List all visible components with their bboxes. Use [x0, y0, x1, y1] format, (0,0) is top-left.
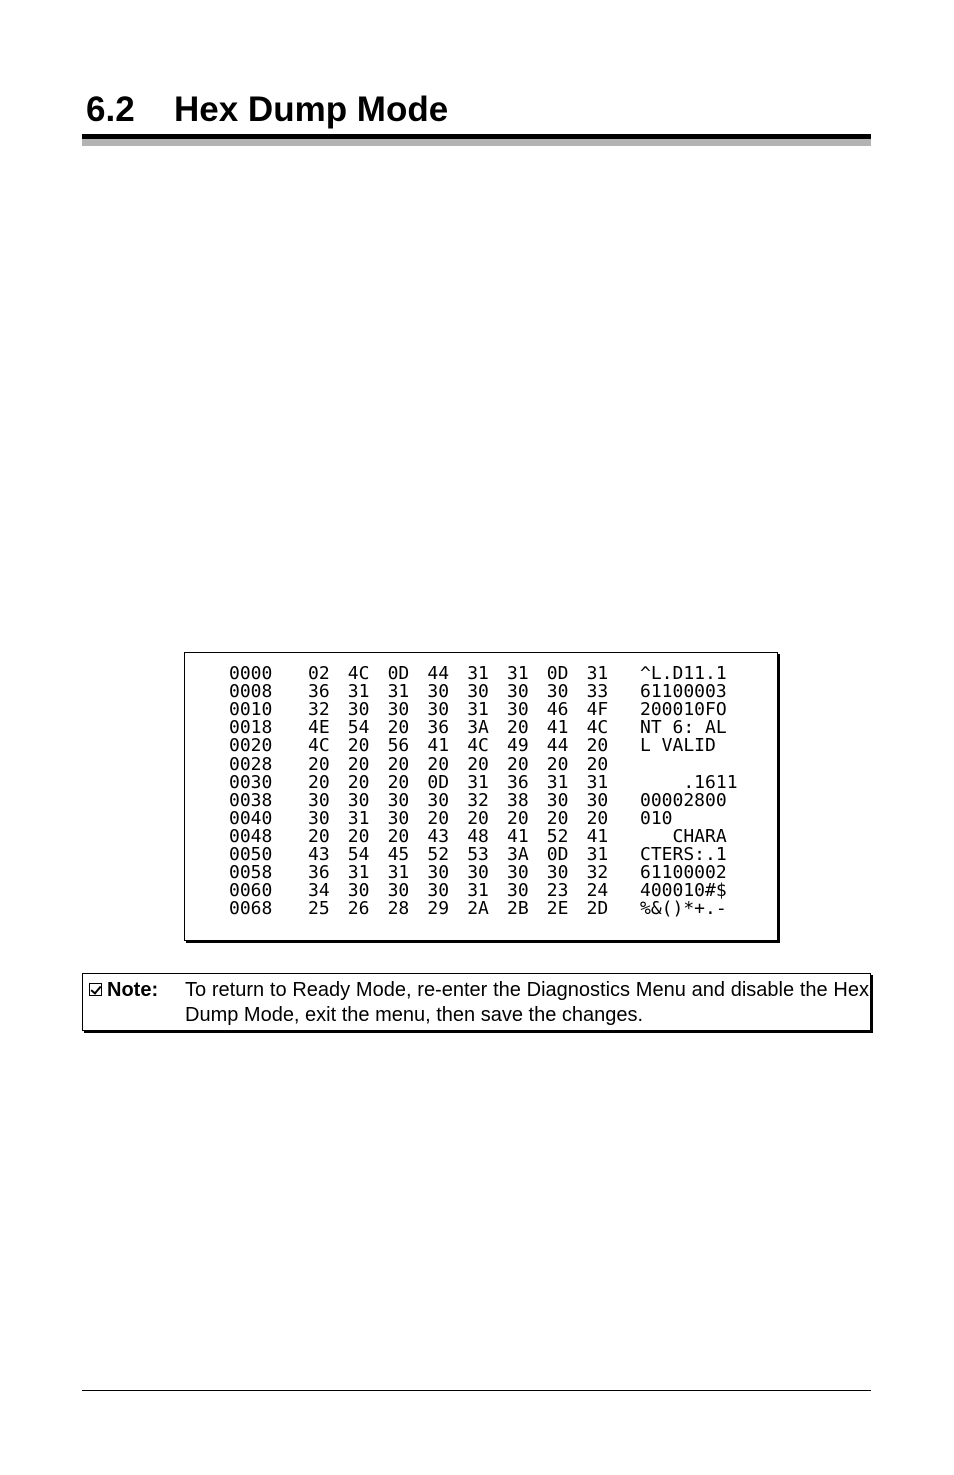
hex-address: 0040 — [229, 807, 273, 829]
hex-byte: 49 — [507, 735, 529, 757]
hex-byte: 30 — [546, 789, 569, 811]
hex-row — [185, 771, 775, 793]
hex-address: 0028 — [229, 753, 273, 775]
hex-row — [185, 737, 775, 755]
hex-ascii: 400010#$ — [640, 880, 727, 902]
hex-byte: 31 — [347, 862, 370, 884]
hex-byte: 20 — [546, 753, 569, 775]
hex-address: 0048 — [229, 825, 273, 847]
hex-address: 0050 — [229, 844, 273, 865]
hex-address: 0038 — [229, 789, 273, 811]
hex-byte: 24 — [586, 880, 609, 902]
note-label-text: Note: — [107, 979, 159, 1001]
hex-byte: 41 — [586, 825, 609, 847]
hex-byte: 20 — [586, 807, 609, 829]
hex-byte: 20 — [507, 717, 529, 739]
hex-ascii: 010 — [640, 807, 673, 829]
hex-byte: 31 — [387, 681, 410, 703]
hex-byte: 30 — [427, 699, 450, 721]
hex-ascii: L VALID — [640, 735, 727, 757]
hex-address: 0008 — [229, 681, 273, 703]
hex-byte: 20 — [427, 753, 450, 775]
hex-byte: 32 — [467, 789, 489, 811]
hex-ascii: NT 6: AL — [640, 717, 727, 739]
hex-byte: 54 — [347, 717, 370, 739]
hex-byte: 31 — [387, 862, 410, 884]
hex-byte: 20 — [387, 717, 410, 739]
hex-byte: 2A — [467, 898, 489, 920]
note-text: To return to Ready Mode, re-enter the Diagnostics Menu and disable the Hex Dump Mode, exit the menu, then save the changes. — [185, 979, 869, 1026]
hex-byte: 20 — [387, 771, 410, 793]
heading-rule-shadow — [82, 139, 871, 146]
hex-byte: 30 — [347, 699, 370, 721]
hex-address: 0058 — [229, 862, 273, 884]
hex-row — [185, 789, 775, 811]
hex-address: 0018 — [229, 717, 273, 739]
hex-byte: 43 — [427, 825, 450, 847]
hex-byte: 30 — [427, 681, 450, 703]
hex-byte: 30 — [507, 681, 529, 703]
hex-byte: 0D — [387, 663, 410, 684]
hex-byte: 32 — [586, 862, 609, 884]
hex-byte: 30 — [586, 789, 609, 811]
hex-byte: 31 — [467, 663, 489, 684]
hex-byte: 44 — [427, 663, 450, 684]
hex-byte: 36 — [427, 717, 450, 739]
hex-ascii: CHARA — [640, 825, 727, 847]
hex-byte: 4C — [347, 663, 370, 684]
hex-byte: 20 — [467, 753, 489, 775]
hex-dump-sample — [184, 652, 778, 941]
hex-byte: 20 — [427, 807, 450, 829]
hex-byte: 31 — [467, 880, 489, 902]
hex-byte: 2E — [546, 898, 569, 920]
hex-byte: 45 — [387, 844, 410, 865]
hex-byte: 4C — [308, 735, 330, 757]
hex-byte: 46 — [546, 699, 569, 721]
hex-ascii: ^L.D11.1 — [640, 663, 727, 684]
hex-byte: 20 — [347, 753, 370, 775]
hex-byte: 52 — [427, 844, 450, 865]
hex-byte: 31 — [586, 844, 609, 865]
hex-byte: 54 — [347, 844, 370, 865]
hex-byte: 31 — [586, 771, 609, 793]
hex-byte: 28 — [387, 898, 410, 920]
hex-byte: 20 — [586, 735, 609, 757]
hex-address: 0068 — [229, 898, 273, 920]
section-title: Hex Dump Mode — [174, 90, 449, 129]
hex-byte: 30 — [308, 807, 330, 829]
hex-byte: 31 — [467, 771, 489, 793]
hex-byte: 20 — [308, 825, 330, 847]
hex-byte: 30 — [427, 880, 450, 902]
hex-byte: 30 — [347, 880, 370, 902]
hex-byte: 4C — [586, 717, 609, 739]
hex-byte: 20 — [387, 825, 410, 847]
hex-byte: 52 — [546, 825, 569, 847]
hex-byte: 33 — [586, 681, 609, 703]
hex-row — [185, 753, 775, 775]
hex-byte: 32 — [308, 699, 330, 721]
hex-byte: 44 — [546, 735, 569, 757]
hex-byte: 20 — [507, 807, 529, 829]
hex-address: 0010 — [229, 699, 273, 721]
hex-byte: 34 — [308, 880, 330, 902]
footer-rule — [82, 1390, 871, 1391]
hex-ascii: %&()*+.- — [640, 898, 727, 920]
hex-byte: 30 — [467, 681, 489, 703]
hex-byte: 36 — [308, 862, 330, 884]
hex-byte: 31 — [467, 699, 489, 721]
section-number: 6.2 — [86, 90, 135, 129]
hex-byte: 20 — [467, 807, 489, 829]
hex-byte: 31 — [546, 771, 569, 793]
hex-byte: 20 — [387, 753, 410, 775]
hex-byte: 20 — [546, 807, 569, 829]
hex-address: 0030 — [229, 771, 273, 793]
hex-byte: 36 — [308, 681, 330, 703]
hex-byte: 30 — [546, 862, 569, 884]
checkbox-icon — [89, 983, 102, 996]
hex-byte: 41 — [507, 825, 529, 847]
hex-byte: 25 — [308, 898, 330, 920]
hex-byte: 30 — [467, 862, 489, 884]
hex-byte: 20 — [347, 735, 370, 757]
hex-ascii: 61100003 — [640, 681, 727, 703]
hex-byte: 31 — [347, 807, 370, 829]
hex-address: 0060 — [229, 880, 273, 902]
hex-row — [185, 900, 775, 918]
hex-byte: 02 — [308, 663, 330, 684]
hex-byte: 30 — [507, 699, 529, 721]
hex-byte: 0D — [546, 844, 569, 865]
hex-ascii: CTERS:.1 — [640, 844, 727, 865]
hex-byte: 31 — [586, 663, 609, 684]
hex-byte: 30 — [387, 807, 410, 829]
hex-byte: 20 — [507, 753, 529, 775]
hex-byte: 53 — [467, 844, 489, 865]
hex-ascii: 61100002 — [640, 862, 727, 884]
hex-byte: 20 — [308, 771, 330, 793]
hex-byte: 38 — [507, 789, 529, 811]
hex-address: 0020 — [229, 735, 273, 757]
hex-byte: 30 — [387, 880, 410, 902]
hex-byte: 36 — [507, 771, 529, 793]
hex-byte: 3A — [467, 717, 489, 739]
hex-byte: 30 — [347, 789, 370, 811]
hex-byte: 48 — [467, 825, 489, 847]
hex-byte: 4C — [467, 735, 489, 757]
hex-byte: 30 — [507, 862, 529, 884]
note-box — [82, 973, 871, 1031]
hex-byte: 56 — [387, 735, 410, 757]
hex-byte: 2D — [586, 898, 609, 920]
hex-byte: 30 — [308, 789, 330, 811]
hex-byte: 30 — [427, 789, 450, 811]
hex-byte: 30 — [507, 880, 529, 902]
hex-byte: 23 — [546, 880, 569, 902]
hex-byte: 20 — [586, 753, 609, 775]
hex-byte: 20 — [347, 825, 370, 847]
hex-byte: 4F — [586, 699, 609, 721]
hex-byte: 41 — [427, 735, 450, 757]
hex-byte: 30 — [427, 862, 450, 884]
hex-ascii: .1611 — [640, 771, 738, 793]
hex-address: 0000 — [229, 663, 273, 684]
hex-byte: 20 — [347, 771, 370, 793]
hex-byte: 30 — [546, 681, 569, 703]
section-heading — [86, 88, 448, 132]
hex-byte: 20 — [308, 753, 330, 775]
hex-byte: 2B — [507, 898, 529, 920]
hex-byte: 4E — [308, 717, 330, 739]
hex-byte: 0D — [546, 663, 569, 684]
hex-byte: 0D — [427, 771, 450, 793]
hex-byte: 41 — [546, 717, 569, 739]
hex-byte: 30 — [387, 699, 410, 721]
hex-ascii: 00002800 — [640, 789, 727, 811]
note-label — [89, 978, 158, 1002]
hex-byte: 3A — [507, 844, 529, 865]
hex-byte: 30 — [387, 789, 410, 811]
hex-byte: 29 — [427, 898, 450, 920]
hex-byte: 26 — [347, 898, 370, 920]
hex-byte: 43 — [308, 844, 330, 865]
hex-byte: 31 — [347, 681, 370, 703]
hex-byte: 31 — [507, 663, 529, 684]
hex-ascii: 200010FO — [640, 699, 727, 721]
